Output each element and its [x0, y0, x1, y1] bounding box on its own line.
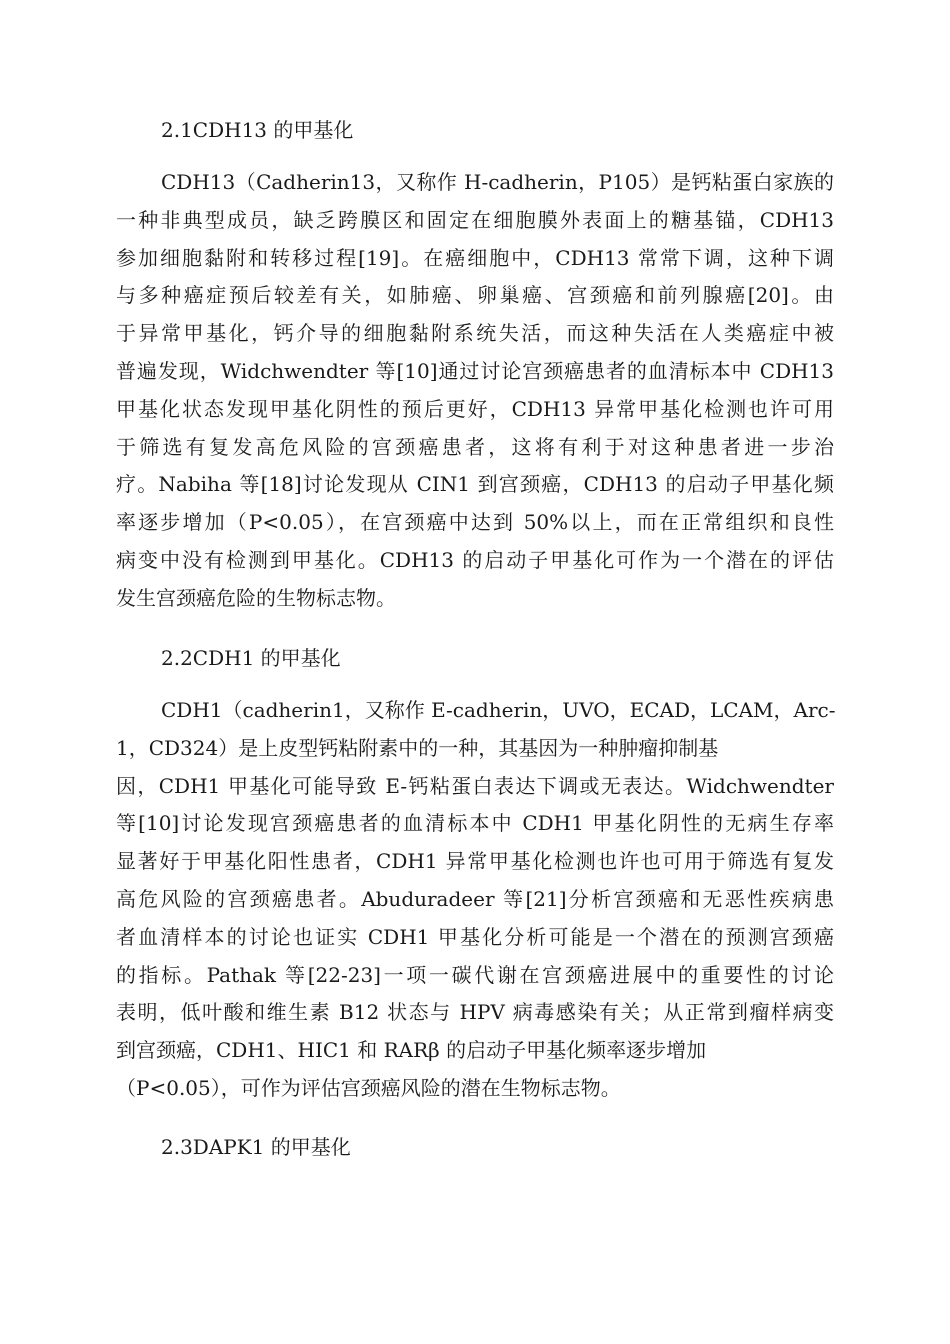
paragraph-line: 甲基化状态发现甲基化阴性的预后更好，CDH13 异常甲基化检测也许可用	[116, 396, 834, 421]
paragraph-line: 高危风险的宫颈癌患者。Abuduradeer 等[21]分析宫颈癌和无恶性疾病患	[116, 886, 834, 911]
paragraph-line: 参加细胞黏附和转移过程[19]。在癌细胞中，CDH13 常常下调，这种下调	[116, 245, 834, 270]
paragraph-line: 者血清样本的讨论也证实 CDH1 甲基化分析可能是一个潜在的预测宫颈癌	[116, 924, 834, 949]
paragraph-line: 到宫颈癌，CDH1、HIC1 和 RARβ 的启动子甲基化频率逐步增加	[116, 1038, 707, 1063]
section-heading-2-3: 2.3DAPK1 的甲基化	[161, 1135, 351, 1159]
paragraph-cdh1	[116, 692, 834, 1108]
paragraph-line: 的指标。Pathak 等[22-23]一项一碳代谢在宫颈癌进展中的重要性的讨论	[116, 962, 834, 987]
paragraph-line: CDH13（Cadherin13，又称作 H-cadherin，P105）是钙粘蛋白家族的	[161, 170, 834, 194]
paragraph-line: 普遍发现，Widchwendter 等[10]通过讨论宫颈癌患者的血清标本中 CDH13	[116, 358, 834, 383]
paragraph-line: 疗。Nabiha 等[18]讨论发现从 CIN1 到宫颈癌，CDH13 的启动子甲基化频	[116, 472, 834, 497]
paragraph-line: 表明，低叶酸和维生素 B12 状态与 HPV 病毒感染有关；从正常到瘤样病变	[116, 1000, 834, 1025]
paragraph-line: 于异常甲基化，钙介导的细胞黏附系统失活，而这种失活在人类癌症中被	[116, 321, 834, 346]
paragraph-line: 因，CDH1 甲基化可能导致 E-钙粘蛋白表达下调或无表达。Widchwendter	[116, 773, 834, 798]
section-heading-2-2: 2.2CDH1 的甲基化	[161, 646, 341, 670]
paragraph-line: 等[10]讨论发现宫颈癌患者的血清标本中 CDH1 甲基化阴性的无病生存率	[116, 811, 834, 836]
paragraph-line: 与多种癌症预后较差有关，如肺癌、卵巢癌、宫颈癌和前列腺癌[20]。由	[116, 283, 834, 308]
section-heading-2-1: 2.1CDH13 的甲基化	[161, 118, 354, 142]
paragraph-line: （P<0.05），可作为评估宫颈癌风险的潜在生物标志物。	[116, 1075, 621, 1100]
paragraph-line: 病变中没有检测到甲基化。CDH13 的启动子甲基化可作为一个潜在的评估	[116, 547, 834, 572]
paragraph-line: 发生宫颈癌危险的生物标志物。	[116, 585, 396, 610]
paragraph-line: 一种非典型成员，缺乏跨膜区和固定在细胞膜外表面上的糖基锚，CDH13	[116, 207, 834, 232]
paragraph-line: CDH1（cadherin1，又称作 E-cadherin，UVO，ECAD，LCAM，Arc-	[161, 698, 836, 722]
paragraph-line: 于筛选有复发高危风险的宫颈癌患者，这将有利于对这种患者进一步治	[116, 434, 834, 459]
paragraph-line: 1，CD324）是上皮型钙粘附素中的一种，其基因为一种肿瘤抑制基	[116, 735, 719, 760]
paragraph-cdh13	[116, 164, 834, 618]
paragraph-line: 率逐步增加（P<0.05），在宫颈癌中达到 50%以上，而在正常组织和良性	[116, 510, 834, 535]
paragraph-line: 显著好于甲基化阳性患者，CDH1 异常甲基化检测也许也可用于筛选有复发	[116, 849, 834, 874]
